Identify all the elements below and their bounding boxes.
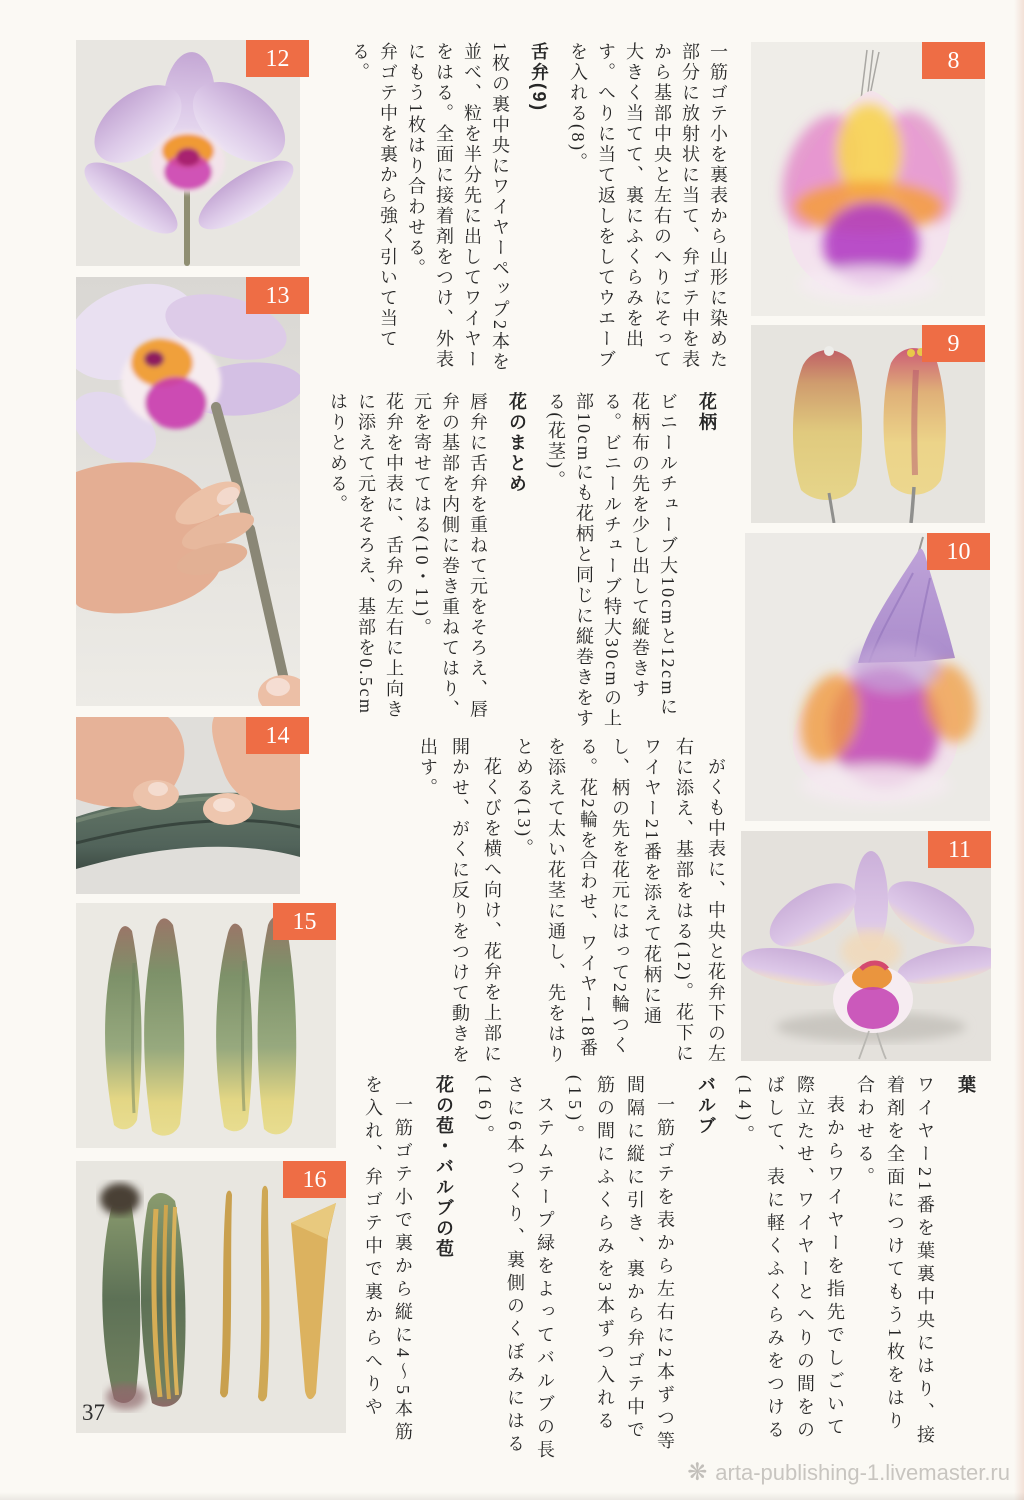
text-band-third xyxy=(403,737,732,1067)
watermark xyxy=(687,1458,1010,1487)
paragraph-assembly-4: 花くびを横へ向け、花弁を上部に開かせ、がくに反りをつけて動きを出す。 xyxy=(418,737,502,1065)
photo-14 xyxy=(76,717,300,894)
paragraph-leaf-1: ワイヤー21番を葉裏中央にはり、接着剤を全面につけてもう1枚をはり合わせる。 xyxy=(855,1075,935,1448)
photo-number-badge xyxy=(922,325,985,362)
photo-11 xyxy=(741,831,991,1061)
photo-number: 15 xyxy=(292,908,317,935)
section-heading-tongue-petal: 舌弁(9) xyxy=(529,42,549,113)
photo-13 xyxy=(76,277,300,706)
photo-16 xyxy=(76,1161,346,1433)
section-heading-pedicel: 花柄 xyxy=(697,392,717,433)
section-heading-flower-assembly: 花のまとめ xyxy=(507,392,527,495)
scan-edge-shading xyxy=(1014,0,1024,1500)
photo-number-badge xyxy=(927,533,990,570)
photo-number-badge xyxy=(928,831,991,868)
rolled-lip-petal-image xyxy=(745,533,990,821)
paragraph-assembly-1: 唇弁に舌弁を重ねて元をそろえ、唇弁の基部を内側に巻き重ねてはり、元を寄せてはる(10・11)。 xyxy=(412,392,488,720)
watermark-text: arta-publishing-1.livemaster.ru xyxy=(715,1459,1010,1485)
paragraph-tongue-petal-2: 弁ゴテ中を裏から強く引いて当てる。 xyxy=(350,42,398,350)
paragraph-pedicel: ビニールチューブ大10cmと12cmに花柄布の先を少し出して縦巻きする。ビニールチューブ特大30cmの上部10cmにも花柄と同じに縦巻きをする(花茎)。 xyxy=(546,392,678,729)
photo-15 xyxy=(76,903,336,1148)
photo-9 xyxy=(751,325,985,523)
paragraph-bract-1: 一筋ゴテ小で裏から縦に4〜5本筋を入れ、弁ゴテ中で裏からへりや xyxy=(363,1075,413,1445)
photo-number-badge xyxy=(922,42,985,79)
photo-10 xyxy=(745,533,990,821)
section-heading-bulb: バルブ xyxy=(696,1075,716,1137)
paragraph-bulb-2: ステムテープ緑をよってバルブの長さに6本つくり、裏側のくぼみにはる(16)。 xyxy=(475,1075,555,1463)
photo-number: 9 xyxy=(947,330,960,357)
section-heading-leaf: 葉 xyxy=(956,1075,976,1096)
dyed-lip-petal-image xyxy=(751,42,985,316)
photo-number: 14 xyxy=(265,722,290,749)
bulb-and-bracts-image xyxy=(76,1161,346,1433)
page-number: 37 xyxy=(82,1400,105,1425)
photo-number: 13 xyxy=(265,282,290,309)
paragraph-tongue-petal-1: 1枚の裏中央にワイヤーペップ2本を並べ、粒を半分先に出してワイヤーをはる。全面に接着剤をつけ、外表にもう1枚はり合わせる。 xyxy=(406,42,510,373)
paragraph-assembly-3: がくも中表に、中央と花弁下の左右に添え、基部をはる(12)。花下にワイヤー21番を添えて花柄に通し、柄の先を花元にはって2輪つくる。花2輪を合わせ、ワイヤー18番を添えて太い花茎に通し、先をはりとめる(13)。 xyxy=(514,737,726,1065)
text-band-leaf xyxy=(735,1075,992,1455)
paragraph-leaf-2: 表からワイヤーを指先でしごいて際立たせ、ワイヤーとへりの間をのばして、表に軽くふくらみをつける(14)。 xyxy=(735,1075,845,1443)
gear-stamp-icon: ❋ xyxy=(687,1459,708,1486)
photo-number: 16 xyxy=(302,1166,327,1193)
photo-number-badge xyxy=(246,277,309,314)
hand-holding-flower-image xyxy=(76,277,300,706)
photo-8 xyxy=(751,42,985,316)
photo-number-badge xyxy=(246,40,309,77)
photo-12 xyxy=(76,40,300,266)
photo-number-badge xyxy=(273,903,336,940)
photo-number: 12 xyxy=(265,45,290,72)
paragraph-assembly-2: 花弁を中表に、舌弁の左右に上向きに添えて元をそろえ、基部を0.5cmはりとめる。 xyxy=(328,392,404,720)
photo-number: 10 xyxy=(946,538,971,565)
paragraph-petal-ironing: 一筋ゴテ小を裏表から山形に染めた部分に放射状に当て、弁ゴテ中を表から基部中央と左右のへりにそって大きく当てて、裏にふくらみを出す。へりに当て返しをしてウエーブを入れる(8)。 xyxy=(568,42,728,370)
photo-number: 8 xyxy=(947,47,960,74)
paragraph-bulb-1: 一筋ゴテを表から左右に2本ずつ等間隔に縦に引き、裏から弁ゴテ中で筋の間にふくらみを3本ずつ入れる(15)。 xyxy=(565,1075,675,1454)
text-band-top xyxy=(312,42,732,378)
text-band-second xyxy=(300,392,732,732)
section-heading-bract: 花の苞・バルブの苞 xyxy=(434,1075,454,1260)
text-band-bulb xyxy=(358,1075,732,1463)
photo-number: 11 xyxy=(947,836,972,863)
photo-number-badge xyxy=(283,1161,346,1198)
scan-bottom-shading xyxy=(0,1492,1024,1500)
